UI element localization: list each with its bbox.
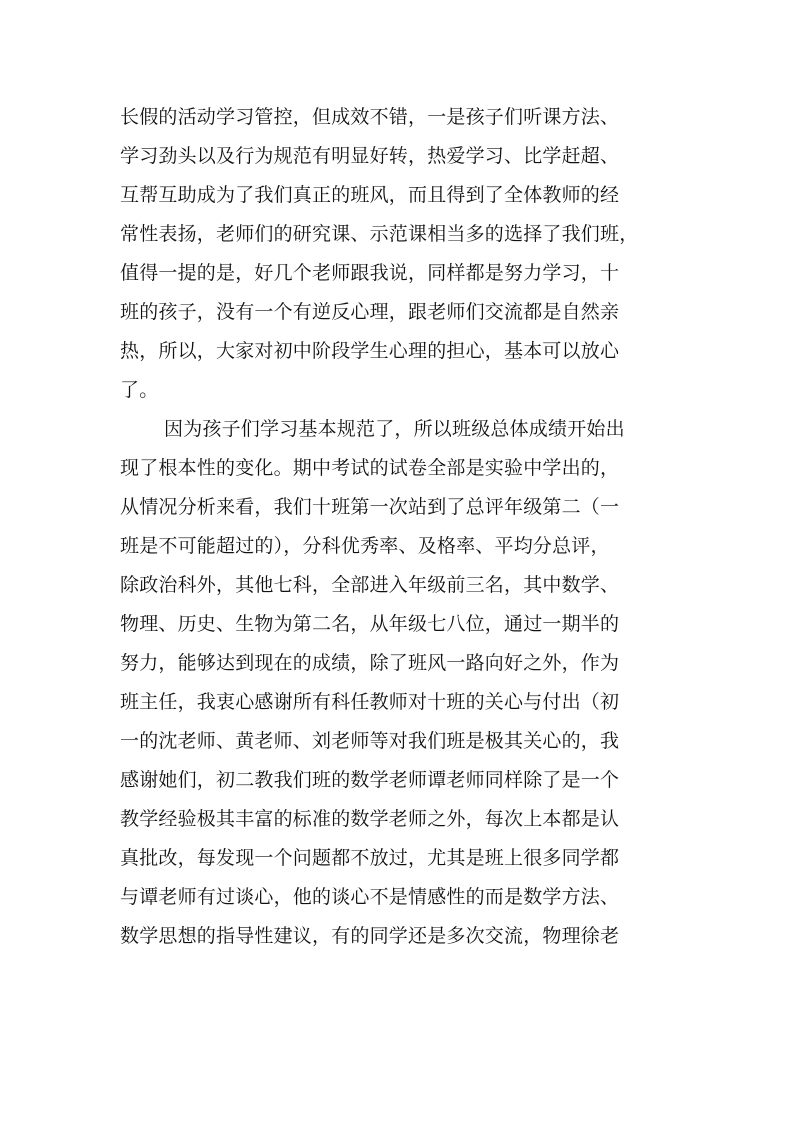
text-line: 热，所以，大家对初中阶段学生心理的担心，基本可以放心 [120,340,620,362]
text-line: 感谢她们，初二教我们班的数学老师谭老师同样除了是一个 [120,769,620,791]
text-line: 班的孩子，没有一个有逆反心理，跟老师们交流都是自然亲 [120,301,620,323]
text-line: 努力，能够达到现在的成绩，除了班风一路向好之外，作为 [120,652,620,674]
text-line: 班主任，我衷心感谢所有科任教师对十班的关心与付出（初 [120,691,620,713]
text-line: 物理、历史、生物为第二名，从年级七八位，通过一期半的 [120,613,620,635]
text-line: 教学经验极其丰富的标准的数学老师之外，每次上本都是认 [120,808,620,830]
text-line: 数学思想的指导性建议，有的同学还是多次交流，物理徐老 [120,925,620,947]
text-line: 学习劲头以及行为规范有明显好转，热爱学习、比学赶超、 [120,145,620,167]
text-line: 班是不可能超过的），分科优秀率、及格率、平均分总评， [120,535,610,557]
paragraph-start-line: 因为孩子们学习基本规范了，所以班级总体成绩开始出 [164,418,625,440]
text-line: 了。 [120,379,159,401]
text-line: 长假的活动学习管控，但成效不错，一是孩子们听课方法、 [120,106,620,128]
body-text [120,98,680,956]
text-line: 除政治科外，其他七科，全部进入年级前三名，其中数学、 [120,574,620,596]
text-line: 真批改，每发现一个问题都不放过，尤其是班上很多同学都 [120,847,620,869]
text-line: 一的沈老师、黄老师、刘老师等对我们班是极其关心的，我 [120,730,620,752]
text-line: 值得一提的是，好几个老师跟我说，同样都是努力学习，十 [120,262,620,284]
text-line: 互帮互助成为了我们真正的班风，而且得到了全体教师的经 [120,184,620,206]
text-line: 与谭老师有过谈心，他的谈心不是情感性的而是数学方法、 [120,886,620,908]
text-line: 从情况分析来看，我们十班第一次站到了总评年级第二（一 [120,496,620,518]
text-line: 常性表扬，老师们的研究课、示范课相当多的选择了我们班， [120,223,639,245]
text-line: 现了根本性的变化。期中考试的试卷全部是实验中学出的， [120,457,620,479]
